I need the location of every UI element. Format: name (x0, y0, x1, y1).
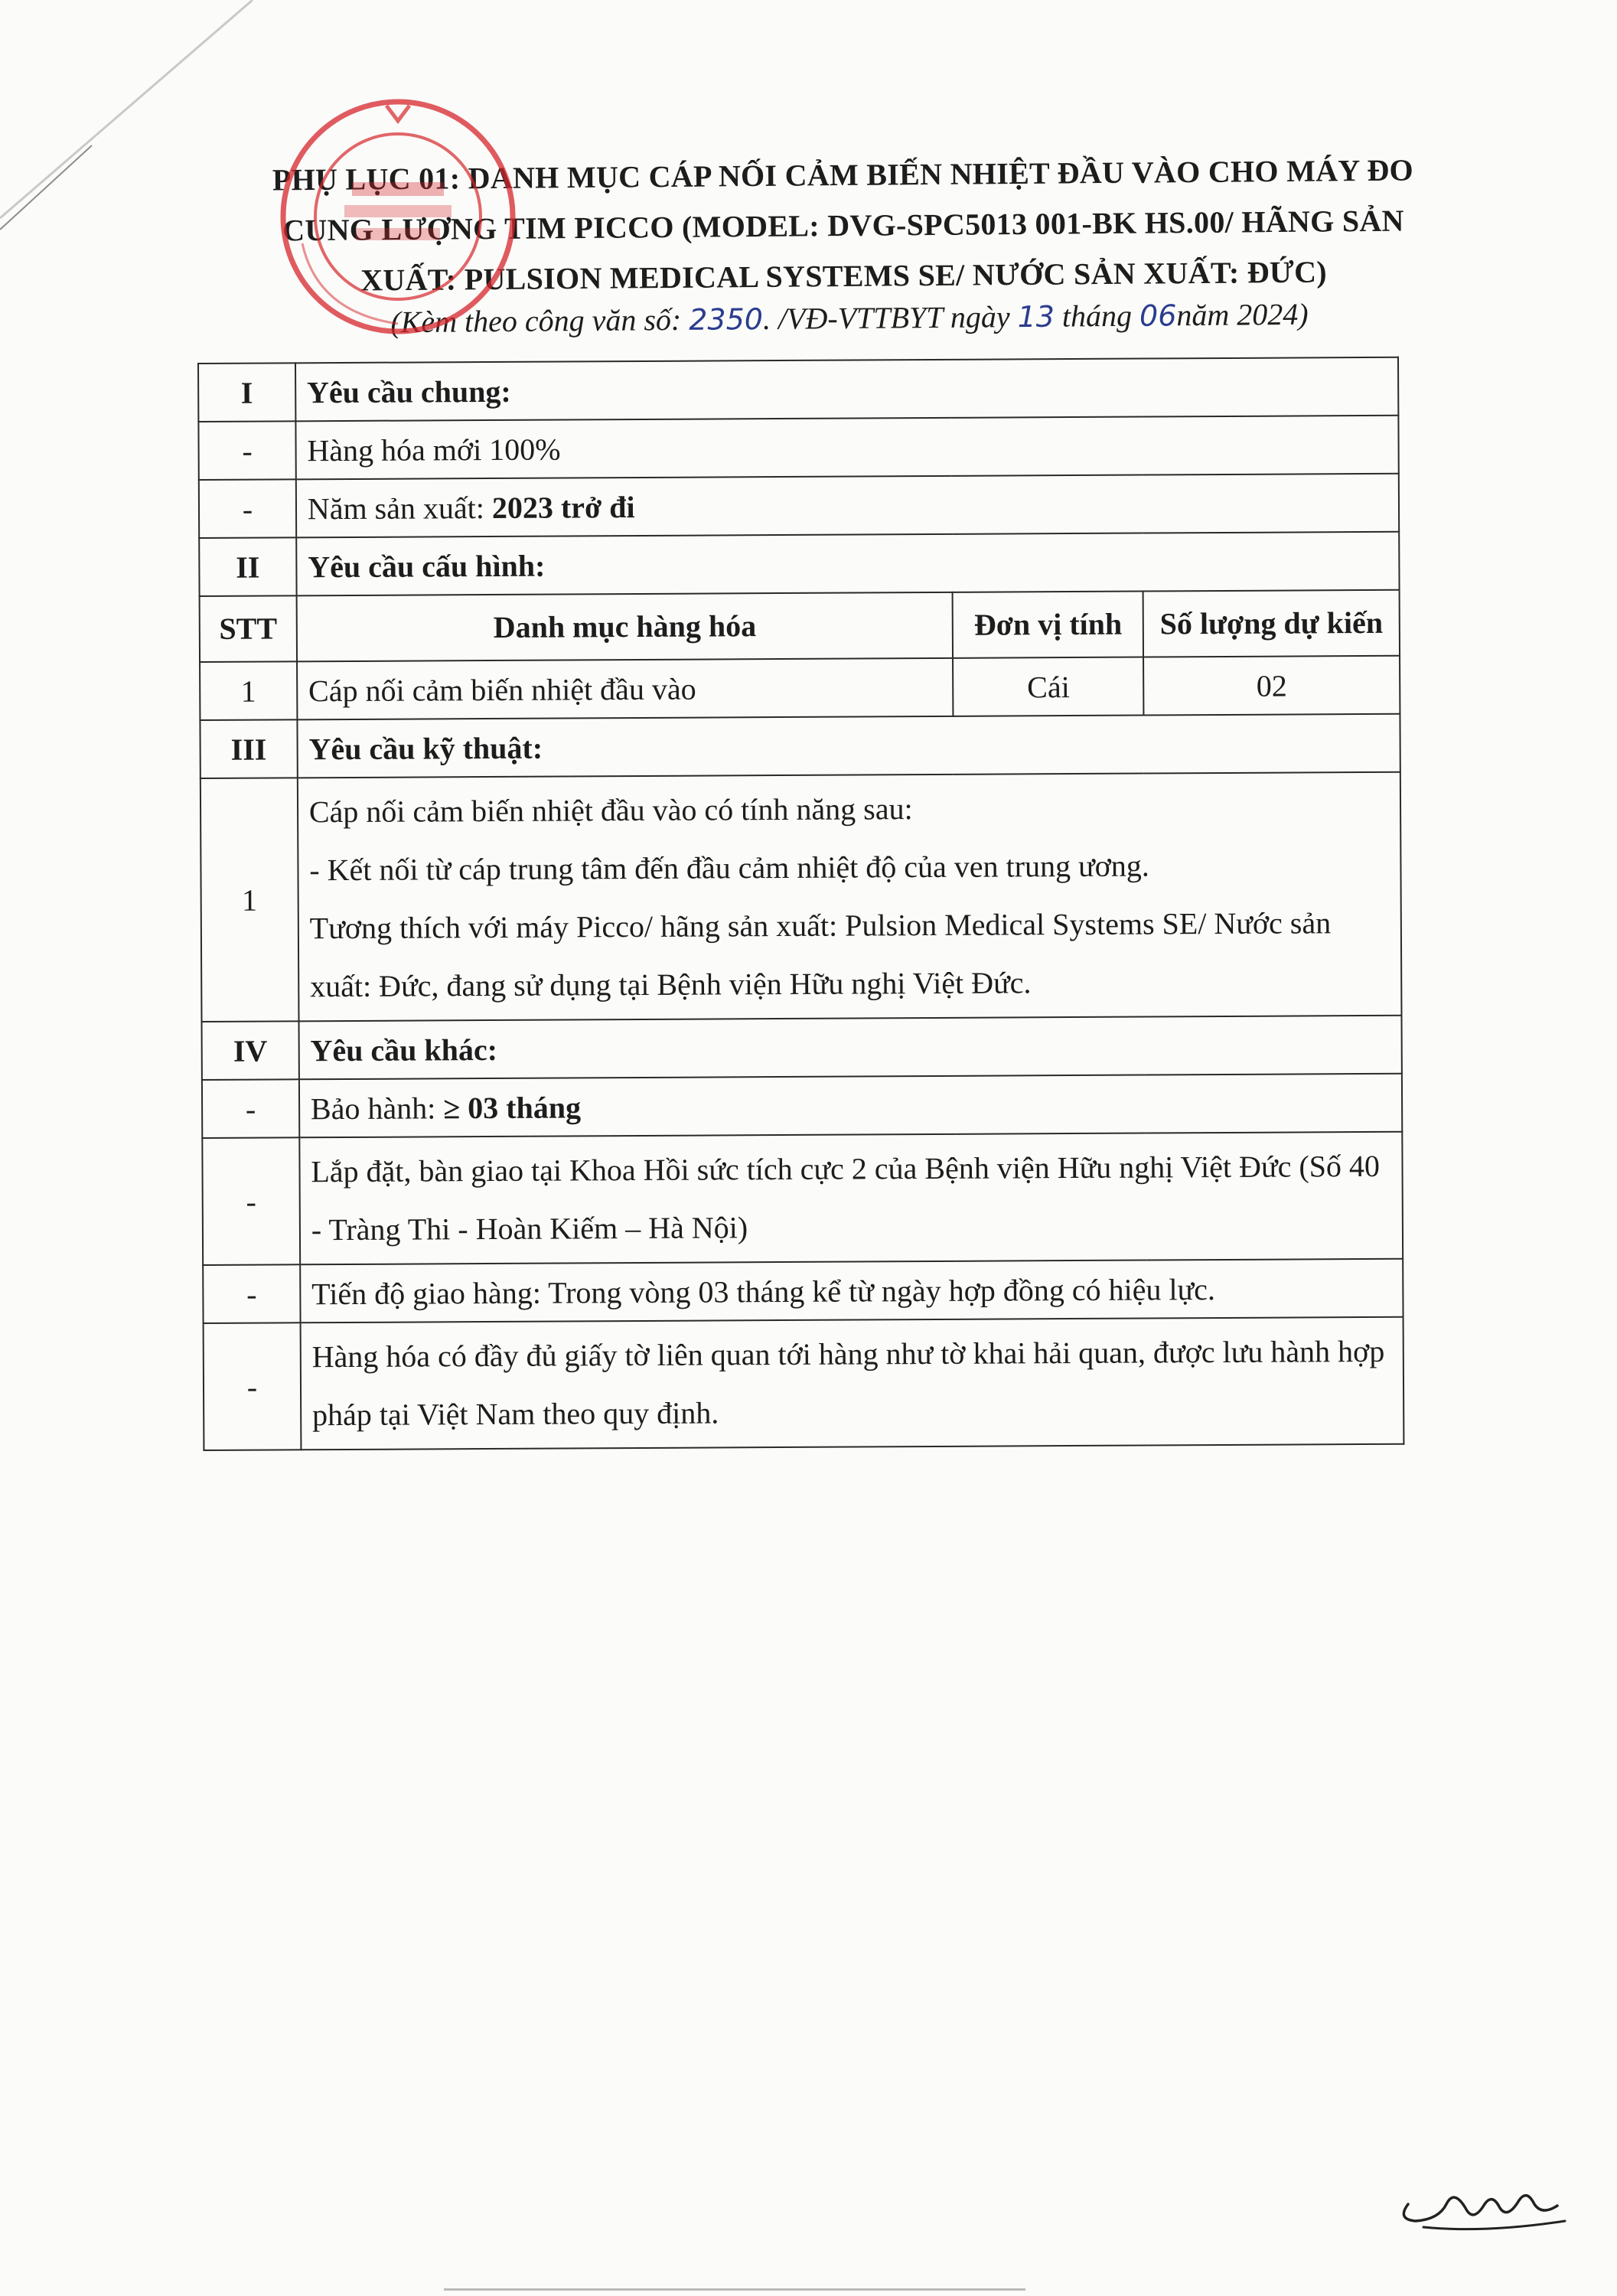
attachment-reference: (Kèm theo công văn số: 2350. /VĐ-VTTBYT ngày 13 tháng 06năm 2024) (390, 296, 1309, 340)
table-row: 1 Cáp nối cảm biến nhiệt đầu vào Cái 02 (200, 656, 1400, 720)
section-number: III (200, 719, 297, 778)
section-number: IV (202, 1021, 299, 1080)
section-config-header (199, 532, 1399, 596)
table-row: - Năm sản xuất: 2023 trở đi (199, 474, 1399, 538)
table-row: - Lắp đặt, bàn giao tại Khoa Hồi sức tích cực 2 của Bệnh viện Hữu nghị Việt Đức (Số 40 - Tràng Thi - Hoàn Kiếm – Hà Nội) (202, 1132, 1403, 1265)
table-row: - Tiến độ giao hàng: Trong vòng 03 tháng kể từ ngày hợp đồng có hiệu lực. (203, 1259, 1403, 1323)
section-other-header (202, 1016, 1402, 1080)
section-general-header (198, 357, 1398, 422)
section-label: Yêu cầu kỹ thuật: (297, 714, 1400, 778)
column-header-quantity: Số lượng dự kiến (1143, 590, 1400, 657)
title-line-3: XUẤT: PULSION MEDICAL SYSTEMS SE/ NƯỚC SẢN XUẤT: ĐỨC) (360, 254, 1328, 298)
column-header-row (200, 590, 1400, 662)
document-day: 13 (1017, 299, 1055, 334)
section-label: Yêu cầu cấu hình: (296, 532, 1400, 596)
section-technical-header (200, 714, 1400, 778)
section-label: Yêu cầu chung: (295, 357, 1399, 422)
document-month: 06 (1139, 298, 1177, 333)
section-number: I (198, 363, 295, 422)
table-row: - Bảo hành: ≥ 03 tháng (202, 1074, 1402, 1138)
column-header-item: Danh mục hàng hóa (296, 592, 953, 661)
column-header-unit: Đơn vị tính (953, 592, 1143, 658)
section-label: Yêu cầu khác: (298, 1016, 1402, 1080)
table-row: - Hàng hóa có đầy đủ giấy tờ liên quan tới hàng như tờ khai hải quan, được lưu hành hợp pháp tại Việt Nam theo quy định. (204, 1317, 1404, 1450)
table-row: - Hàng hóa mới 100% (198, 416, 1398, 480)
scan-bottom-edge (444, 2288, 1025, 2291)
document-number: 2350 (689, 302, 764, 337)
table-row: 1 Cáp nối cảm biến nhiệt đầu vào có tính năng sau: - Kết nối từ cáp trung tâm đến đầu cảm nhiệt độ của ven trung ương. Tương thích với máy Picco/ hãng sản xuất: Pulsion Medical Systems SE/ Nước sản xuất: Đức, đang sử dụng tại Bệnh viện Hữu nghị Việt Đức. (200, 772, 1402, 1022)
column-header-stt: STT (200, 595, 297, 662)
section-number: II (199, 537, 296, 596)
title-line-2: CUNG LƯỢNG TIM PICCO (MODEL: DVG-SPC5013 001-BK HS.00/ HÃNG SẢN (282, 203, 1404, 248)
red-seal-icon (272, 90, 524, 343)
title-line-1: PHỤ LỤC 01: DANH MỤC CÁP NỐI CẢM BIẾN NHIỆT ĐẦU VÀO CHO MÁY ĐO (272, 152, 1414, 197)
signature-icon (1393, 2174, 1576, 2242)
specification-table (197, 357, 1404, 1451)
